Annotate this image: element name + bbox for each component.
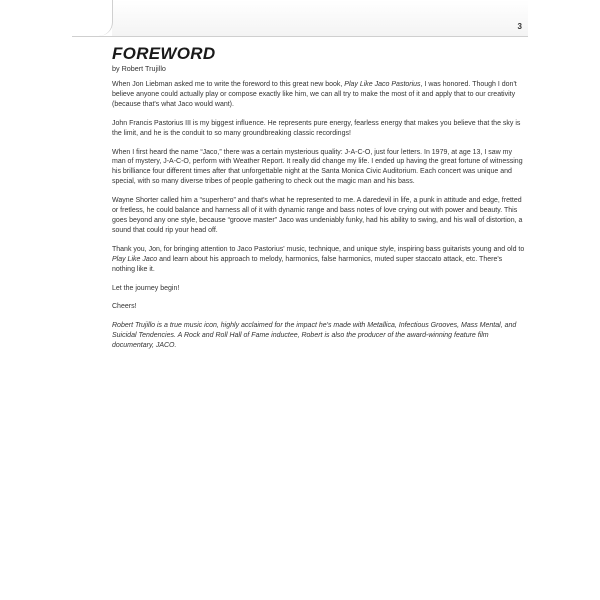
paragraph-1-text-a: When Jon Liebman asked me to write the foreword to this great new book, [112, 81, 345, 88]
book-title-reference-short: Play Like Jaco [112, 255, 158, 263]
page-title: FOREWORD [112, 44, 216, 63]
author-bio: Robert Trujillo is a true music icon, highly acclaimed for the impact he's made with Metallica, Infectious Grooves, Mass Mental, and Suicidal Tendencies. A Rock and Roll Hall of Fame inductee, Robert is also the producer of the award-winning feature film documentary, JACO. [112, 322, 517, 350]
paragraph-2: John Francis Pastorius III is my biggest influence. He represents pure energy, fearless energy that makes you believe that the sky is the limit, and he is the conduit to so many groundbreaking classic recordings! [112, 119, 521, 137]
page-number: 3 [517, 22, 522, 31]
book-page [72, 0, 528, 600]
header-tab [72, 0, 113, 36]
paragraph-6: Let the journey begin! [112, 284, 180, 292]
foreword-body [112, 80, 526, 360]
paragraph-7: Cheers! [112, 303, 137, 311]
paragraph-1-text-b: , I was honored. Though I don't believe anyone could actually play or compose exactly like him, we can all try to make the most of it and apply that to our creativity (because that's what Jaco would want). [112, 81, 517, 108]
paragraph-3: When I first heard the name “Jaco,” there was a certain mysterious quality: J-A-C-O, just four letters. In 1979, at age 13, I saw my man of mystery, J-A-C-O, perform with Weather Report. It really did change my life. I ended up having the great fortune of witnessing his brilliance four different times after that unforgettable night at the Santa Monica Civic Auditorium. Each concert was unique and special, with so many diverse tribes of people gathering to check out the magic man and his bass. [112, 148, 523, 186]
paragraph-5-text-a: Thank you, Jon, for bringing attention to Jaco Pastorius' music, technique, and unique style, inspiring bass guitarists young and old to [112, 245, 525, 253]
paragraph-4: Wayne Shorter called him a “superhero” and that's what he represented to me. A daredevil in life, a punk in attitude and edge, fretted or fretless, he could balance and harness all of it with dynamic range and bass notes of love crying out with power and beauty. This goes beyond any one style, because “groove master” Jaco was undeniably funky, had his ability to swing, and his wall of distortion, a sound that could rip your head off. [112, 197, 523, 234]
book-title-reference: Play Like Jaco Pastorius [344, 81, 421, 88]
paragraph-5 [112, 245, 526, 275]
byline: by Robert Trujillo [112, 64, 166, 73]
page-header [72, 0, 528, 37]
header-shade [112, 0, 528, 36]
paragraph-1 [112, 80, 526, 110]
paragraph-5-text-b: and learn about his approach to melody, harmonics, false harmonics, muted super staccato attack, etc. There's nothing like it. [112, 255, 503, 273]
